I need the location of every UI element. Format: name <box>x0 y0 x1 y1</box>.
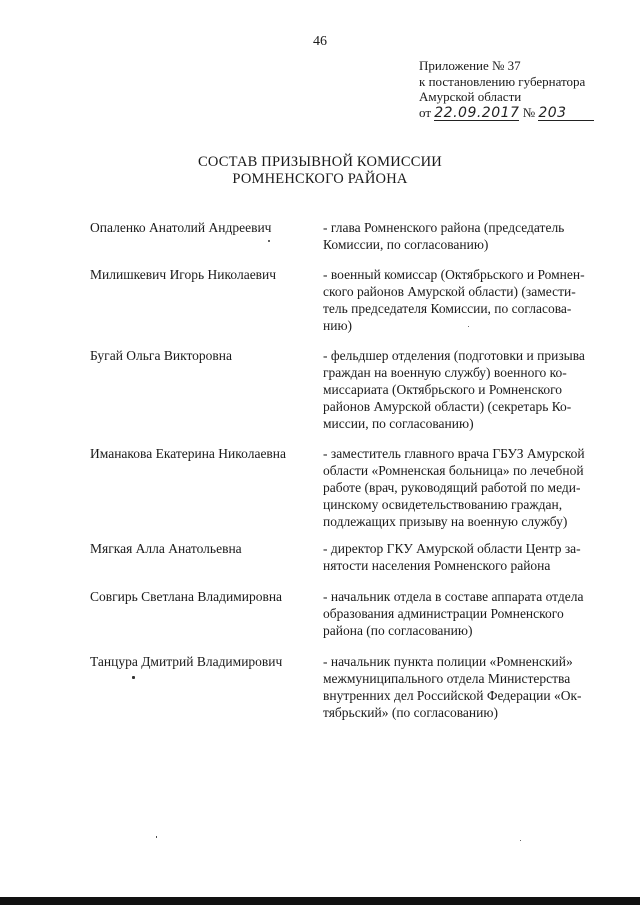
appendix-line-2: к постановлению губернатора <box>419 73 586 89</box>
member-role <box>323 445 606 530</box>
handwritten-number: 203 <box>538 106 594 121</box>
role-line: ского районов Амурской области) (замести- <box>323 284 576 299</box>
role-line: цинскому освидетельствованию граждан, <box>323 497 563 512</box>
role-line: Комиссии, по согласованию) <box>323 237 489 252</box>
document-title <box>0 154 640 188</box>
role-line: - заместитель главного врача ГБУЗ Амурской <box>323 446 585 461</box>
member-role <box>323 219 606 253</box>
handwritten-date: 22.09.2017 <box>434 104 520 121</box>
member-name: Мягкая Алла Анатольевна <box>90 541 242 556</box>
role-line: - военный комиссар (Октябрьского и Ромнен- <box>323 267 585 282</box>
number-sign: № <box>522 104 536 120</box>
role-line: района (по согласованию) <box>323 623 473 638</box>
role-line: области «Ромненская больница» по лечебной <box>323 463 584 478</box>
role-line: районов Амурской области) (секретарь Ко- <box>323 399 572 414</box>
member-name: Опаленко Анатолий Андреевич <box>90 220 272 235</box>
role-line: - директор ГКУ Амурской области Центр за- <box>323 541 581 556</box>
appendix-date-line <box>419 105 619 121</box>
scan-speck <box>268 240 270 242</box>
title-line-2: РОМНЕНСКОГО РАЙОНА <box>232 171 408 187</box>
member-role <box>323 540 606 574</box>
scan-speck <box>468 326 469 327</box>
member-role <box>323 653 606 721</box>
role-line: - начальник пункта полиции «Ромненский» <box>323 654 573 669</box>
member-role <box>323 266 606 334</box>
role-line: работе (врач, руководящий работой по меди- <box>323 480 581 495</box>
appendix-line-1: Приложение № 37 <box>419 58 521 73</box>
role-line: нятости населения Ромненского района <box>323 558 551 573</box>
member-name: Бугай Ольга Викторовна <box>90 348 233 363</box>
appendix-line-3: Амурской области <box>419 89 522 104</box>
role-line: нию) <box>323 318 353 333</box>
role-line: образования администрации Ромненского <box>323 606 564 621</box>
role-line: - глава Ромненского района (председатель <box>323 220 565 235</box>
scan-speck <box>520 840 521 841</box>
member-role <box>323 347 606 432</box>
member-name: Милишкевич Игорь Николаевич <box>90 267 277 282</box>
role-line: - начальник отдела в составе аппарата отдела <box>323 589 584 604</box>
member-role <box>323 588 606 639</box>
role-line: внутренних дел Российской Федерации «Ок- <box>323 688 582 703</box>
scan-speck <box>156 836 157 838</box>
page-number: 46 <box>313 34 327 49</box>
member-name: Совгирь Светлана Владимировна <box>90 589 283 604</box>
role-line: межмуниципального отдела Министерства <box>323 671 571 686</box>
role-line: миссии, по согласованию) <box>323 416 474 431</box>
role-line: граждан на военную службу) военного ко- <box>323 365 567 380</box>
role-line: тель председателя Комиссии, по согласова- <box>323 301 572 316</box>
member-name: Иманакова Екатерина Николаевна <box>90 446 287 461</box>
role-line: тябрьский» (по согласованию) <box>323 705 498 720</box>
role-line: миссариата (Октябрьского и Ромненского <box>323 382 563 397</box>
date-prefix: от <box>419 104 432 120</box>
title-line-1: СОСТАВ ПРИЗЫВНОЙ КОМИССИИ <box>198 154 442 170</box>
scan-bottom-border <box>0 897 640 905</box>
appendix-header <box>419 58 619 121</box>
role-line: подлежащих призыву на военную службу) <box>323 514 568 529</box>
member-name: Танцура Дмитрий Владимирович <box>90 654 283 669</box>
role-line: - фельдшер отделения (подготовки и призыва <box>323 348 585 363</box>
scan-speck <box>132 676 135 679</box>
